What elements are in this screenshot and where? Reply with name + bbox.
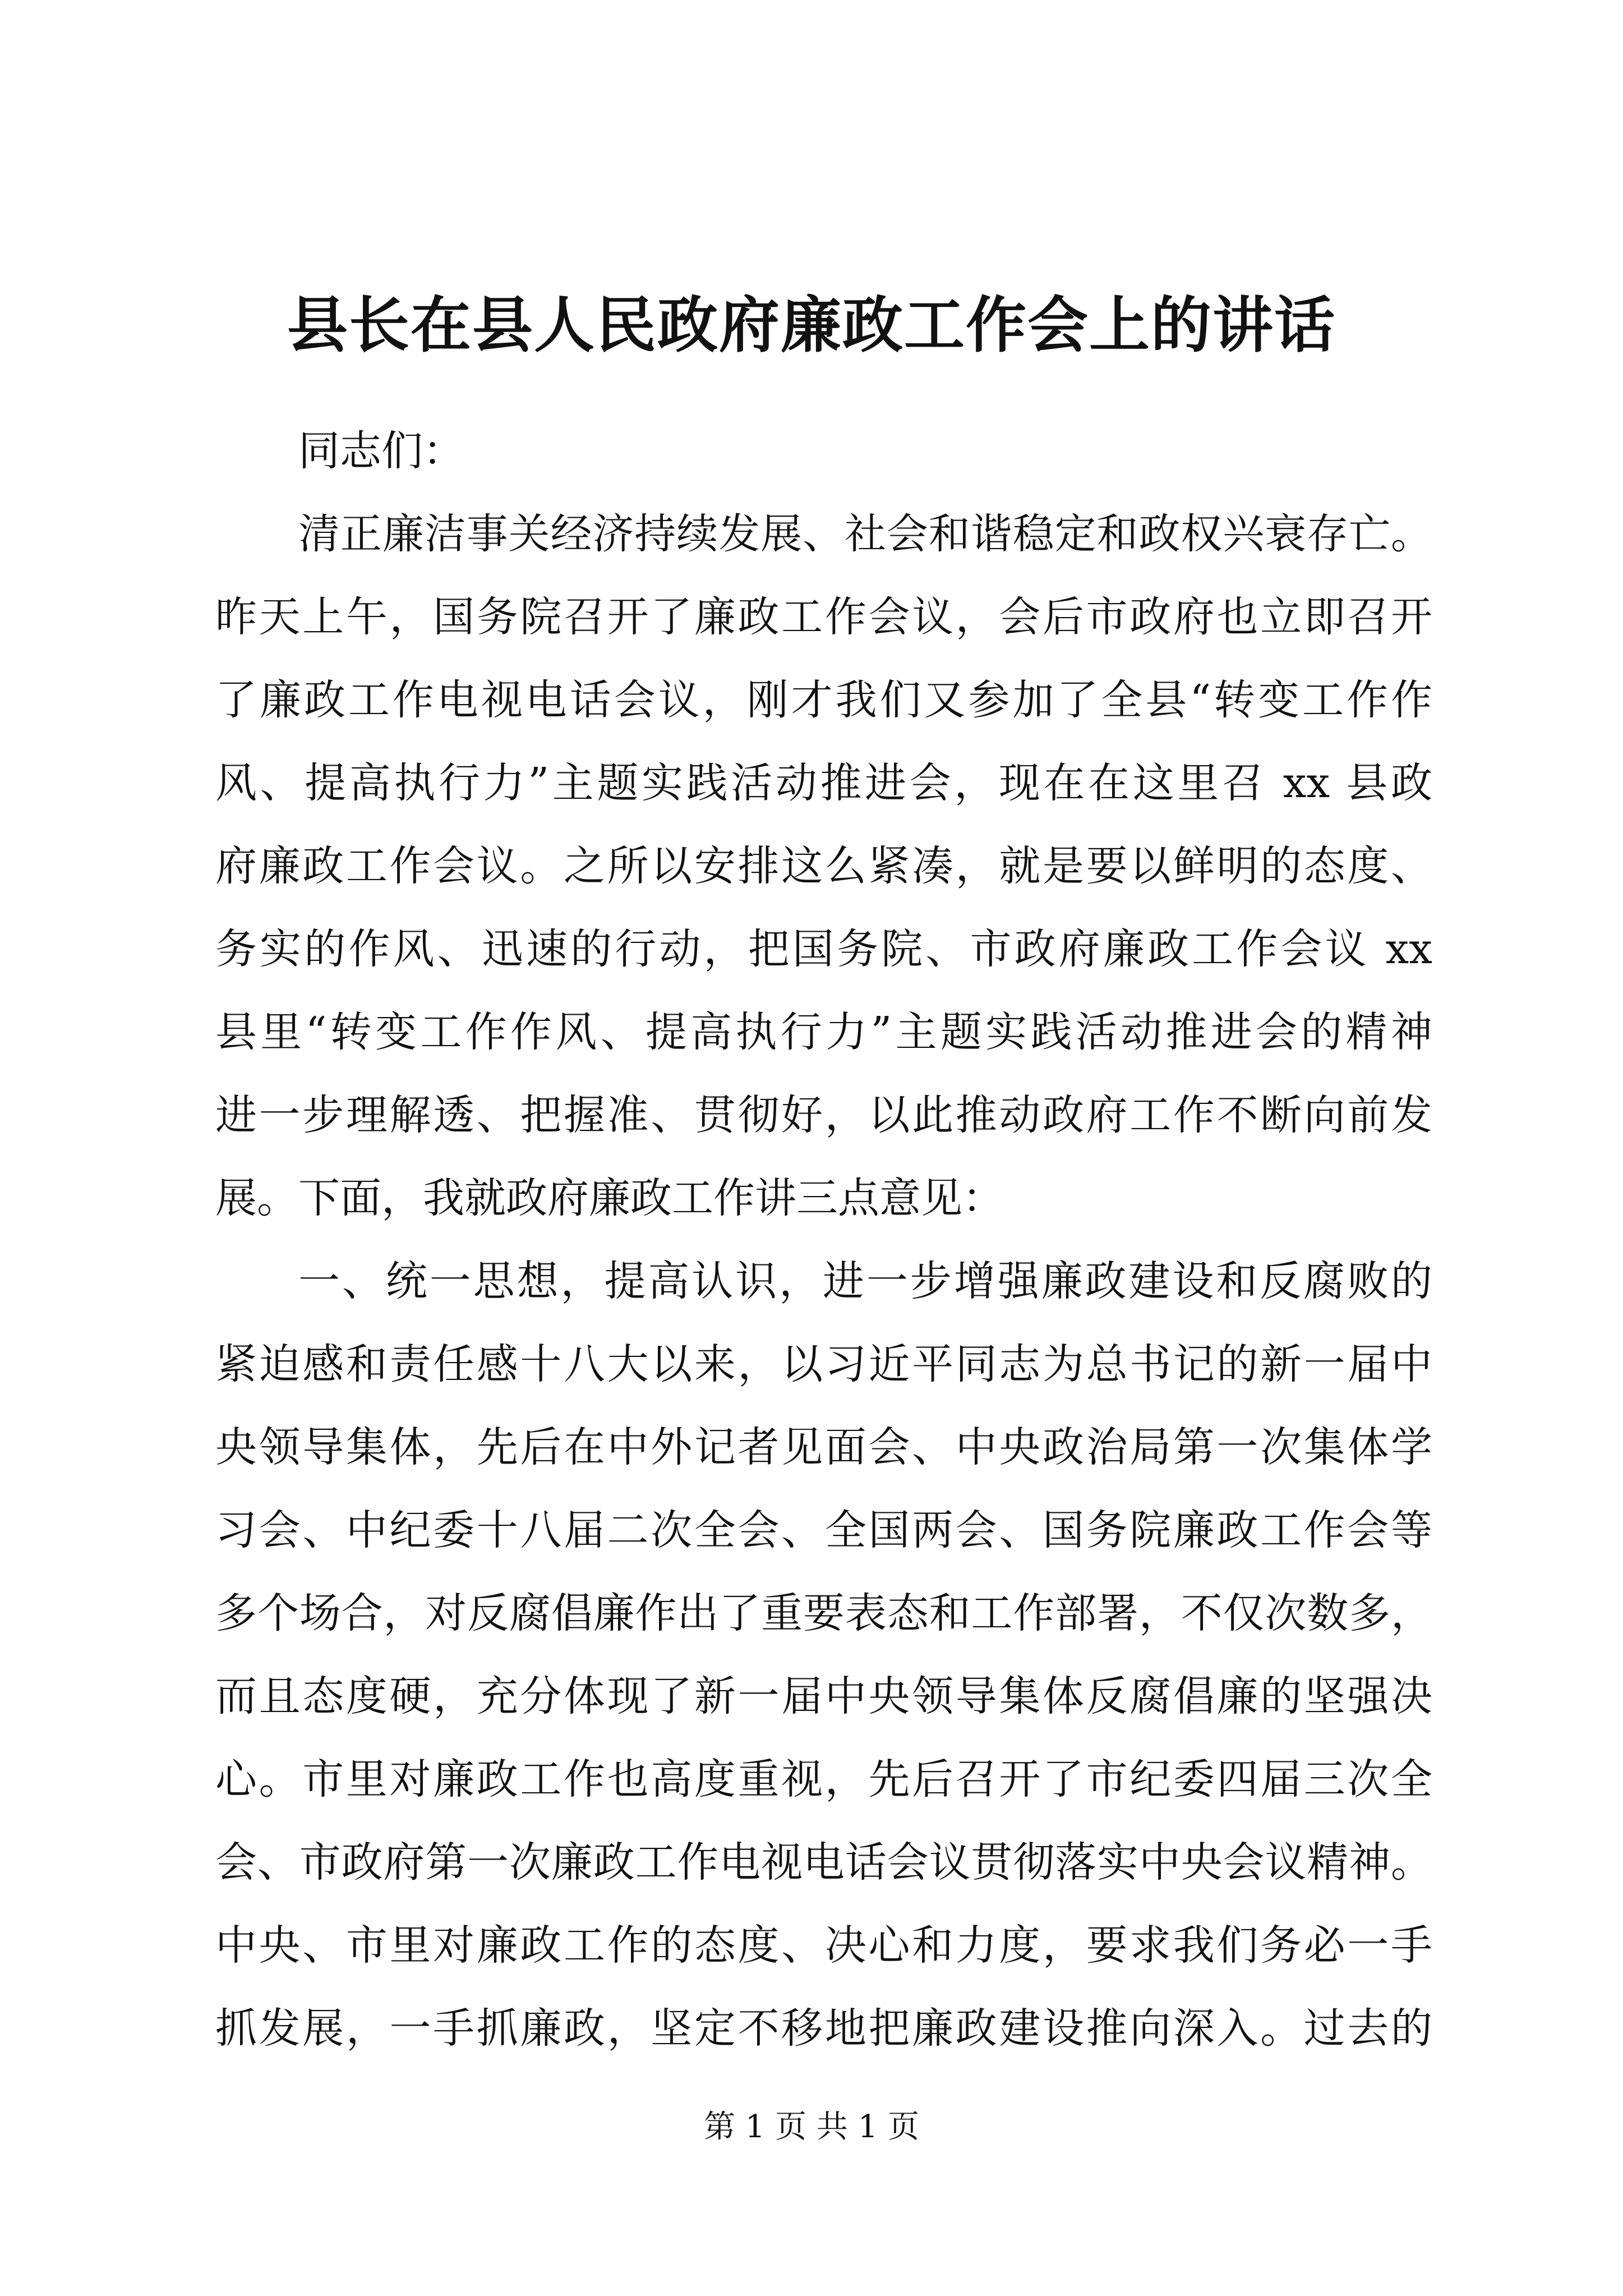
document-body [215, 409, 1432, 2070]
body-line: 昨天上午，国务院召开了廉政工作会议，会后市政府也立即召开 [215, 593, 1432, 641]
body-line: 抓发展，一手抓廉政，坚定不移地把廉政建设推向深入。过去的 [215, 2004, 1432, 2053]
body-line: 了廉政工作电视电话会议，刚才我们又参加了全县“转变工作作 [215, 676, 1432, 724]
body-line: 紧迫感和责任感十八大以来，以习近平同志为总书记的新一届中 [215, 1340, 1432, 1388]
salutation-line: 同志们： [298, 427, 464, 475]
body-line: 心。市里对廉政工作也高度重视，先后召开了市纪委四届三次全 [215, 1755, 1432, 1803]
body-line: 展。下面，我就政府廉政工作讲三点意见： [215, 1174, 1004, 1222]
body-line: 中央、市里对廉政工作的态度、决心和力度，要求我们务必一手 [215, 1921, 1432, 1970]
body-line: 习会、中纪委十八届二次全会、全国两会、国务院廉政工作会等 [215, 1506, 1432, 1554]
body-line: 进一步理解透、把握准、贯彻好，以此推动政府工作不断向前发 [215, 1091, 1432, 1139]
body-line: 县里“转变工作作风、提高执行力”主题实践活动推进会的精神 [215, 1008, 1432, 1056]
body-line: 清正廉洁事关经济持续发展、社会和谐稳定和政权兴衰存亡。 [298, 510, 1432, 558]
body-line: 府廉政工作会议。之所以安排这么紧凑，就是要以鲜明的态度、 [215, 842, 1432, 890]
page-footer: 第 1 页 共 1 页 [703, 2109, 920, 2145]
document-title: 县长在县人民政府廉政工作会上的讲话 [287, 290, 1336, 361]
body-line: 而且态度硬，充分体现了新一届中央领导集体反腐倡廉的坚强决 [215, 1672, 1432, 1720]
section-heading-line: 一、统一思想，提高认识，进一步增强廉政建设和反腐败的 [298, 1257, 1432, 1305]
body-line: 会、市政府第一次廉政工作电视电话会议贯彻落实中央会议精神。 [215, 1838, 1432, 1887]
body-line: 多个场合，对反腐倡廉作出了重要表态和工作部署，不仅次数多， [215, 1589, 1432, 1637]
body-line: 央领导集体，先后在中外记者见面会、中央政治局第一次集体学 [215, 1423, 1432, 1471]
body-line: 风、提高执行力”主题实践活动推进会，现在在这里召 xx 县政 [215, 759, 1432, 807]
body-line: 务实的作风、迅速的行动，把国务院、市政府廉政工作会议 xx [215, 925, 1432, 973]
